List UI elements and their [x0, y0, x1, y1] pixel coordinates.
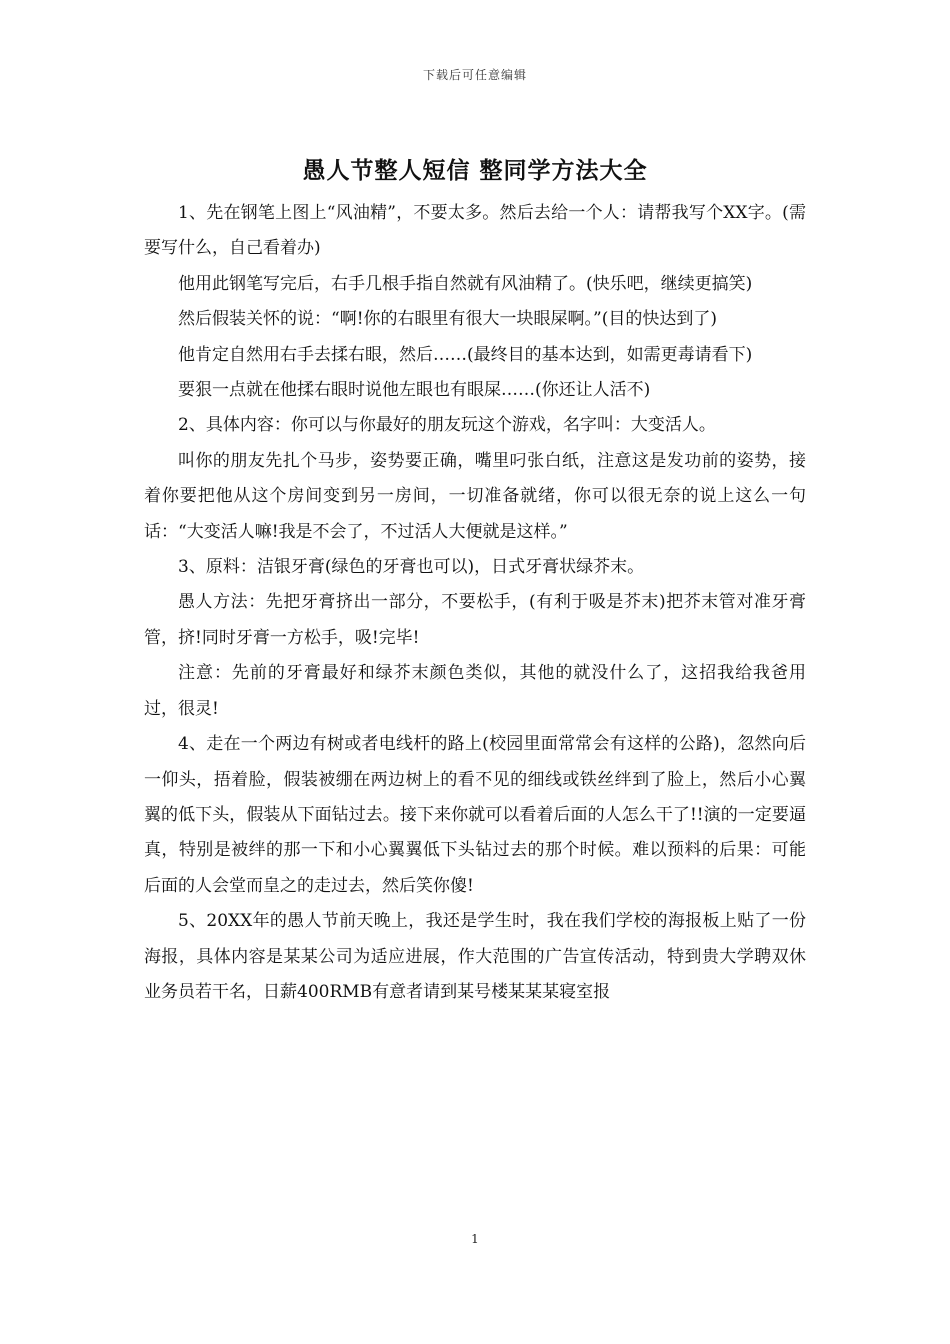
paragraph: 3、原料：洁银牙膏(绿色的牙膏也可以)，日式牙膏状绿芥末。 [178, 557, 645, 578]
paragraph: 叫你的朋友先扎个马步，姿势要正确，嘴里叼张白纸，注意这是发功前的姿势，接着你要把他从这个房间变到另一房间，一切准备就绪，你可以很无奈的说上这么一句话：“大变活人嘛!我是不会了，不过活人大便就是这样。” [144, 450, 806, 542]
paragraph: 然后假装关怀的说：“啊!你的右眼里有很大一块眼屎啊。”(目的快达到了) [178, 309, 717, 330]
paragraph: 要狠一点就在他揉右眼时说他左眼也有眼屎……(你还让人活不) [178, 380, 651, 401]
paragraph: 2、具体内容：你可以与你最好的朋友玩这个游戏，名字叫：大变活人。 [178, 415, 716, 436]
document-title: 愚人节整人短信 整同学方法大全 [302, 157, 648, 184]
document-body [144, 196, 806, 1010]
paragraph: 他肯定自然用右手去揉右眼，然后……(最终目的基本达到，如需更毒请看下) [178, 344, 753, 365]
paragraph: 4、走在一个两边有树或者电线杆的路上(校园里面常常会有这样的公路)，忽然向后一仰头，捂着脸，假装被绷在两边树上的看不见的细线或铁丝绊到了脸上，然后小心翼翼的低下头，假装从下面钻过去。接下来你就可以看着后面的人怎么干了!!演的一定要逼真，特别是被绊的那一下和小心翼翼低下头钻过去的那个时候。难以预料的后果：可能后面的人会堂而皇之的走过去，然后笑你傻! [144, 734, 806, 896]
paragraph: 他用此钢笔写完后，右手几根手指自然就有风油精了。(快乐吧，继续更搞笑) [178, 273, 753, 294]
paragraph: 愚人方法：先把牙膏挤出一部分，不要松手，(有利于吸是芥末)把芥末管对准牙膏管，挤!同时牙膏一方松手，吸!完毕! [144, 592, 806, 648]
paragraph: 1、先在钢笔上图上“风油精”，不要太多。然后去给一个人：请帮我写个XX字。(需要写什么，自己看着办) [144, 203, 806, 259]
paragraph: 5、20XX年的愚人节前天晚上，我还是学生时，我在我们学校的海报板上贴了一份海报，具体内容是某某公司为适应进展，作大范围的广告宣传活动，特到贵大学聘双休业务员若干名，日薪400RMB有意者请到某号楼某某某寝室报 [144, 911, 806, 1002]
page-number: 1 [471, 1232, 479, 1246]
paragraph: 注意：先前的牙膏最好和绿芥末颜色类似，其他的就没什么了，这招我给我爸用过，很灵! [144, 663, 806, 719]
page-header: 下载后可任意编辑 [422, 68, 527, 82]
